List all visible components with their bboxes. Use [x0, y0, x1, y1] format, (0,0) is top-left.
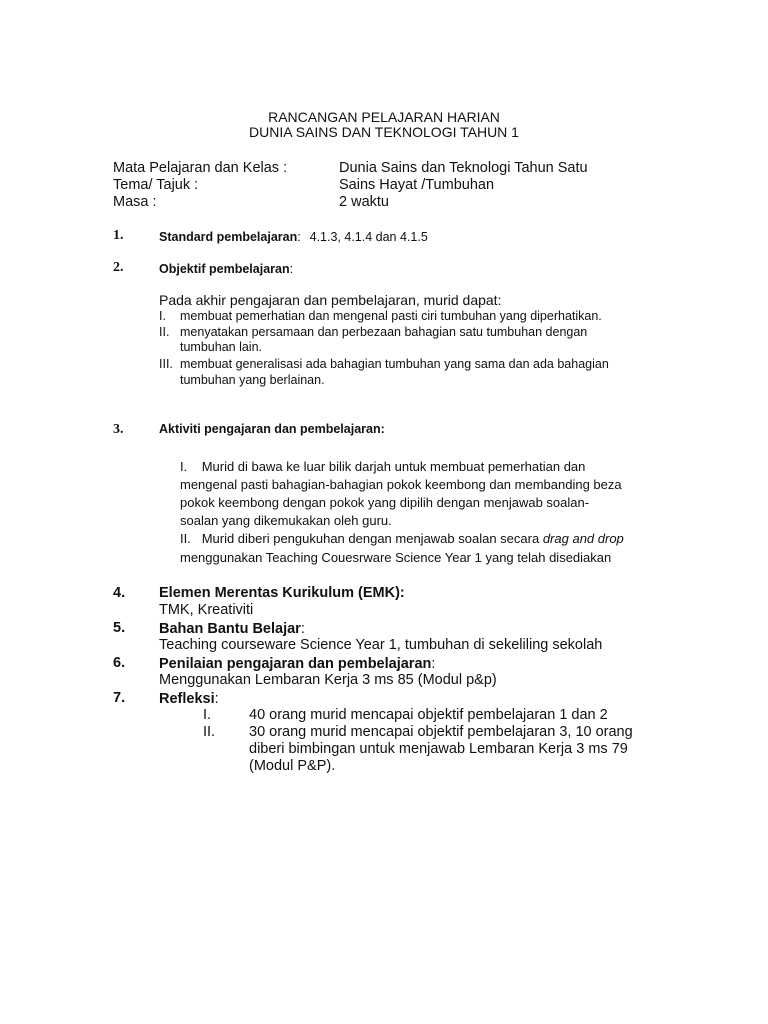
objective-roman-2: II.: [159, 325, 170, 339]
section-3-number: 3.: [113, 422, 124, 437]
objective-2-line-1: menyatakan persamaan dan perbezaan bahagian satu tumbuhan dengan: [180, 325, 588, 339]
activity-roman-1: I.: [180, 459, 188, 474]
reflection-2-line-1: 30 orang murid mencapai objektif pembelajaran 3, 10 orang: [249, 724, 633, 740]
section-1-sep: :: [297, 230, 301, 244]
section-6-line: [159, 655, 435, 673]
objective-roman-3: III.: [159, 357, 173, 371]
section-4-heading: Elemen Merentas Kurikulum (EMK):: [159, 585, 405, 601]
activity-2-line-1: [180, 530, 624, 548]
section-2-intro: Pada akhir pengajaran dan pembelajaran, murid dapat:: [159, 292, 502, 308]
section-2-heading: Objektif pembelajaran: [159, 262, 290, 276]
objective-3-line-2: tumbuhan yang berlainan.: [180, 373, 325, 387]
section-6-value: Menggunakan Lembaran Kerja 3 ms 85 (Modul p&p): [159, 672, 497, 688]
reflection-2-line-2: diberi bimbingan untuk menjawab Lembaran Kerja 3 ms 79: [249, 741, 628, 757]
section-3-heading: Aktiviti pengajaran dan pembelajaran:: [159, 422, 385, 436]
section-6-number: 6.: [113, 655, 126, 671]
section-4-number: 4.: [113, 585, 126, 601]
section-1-line: [159, 228, 428, 246]
info-value-theme: Sains Hayat /Tumbuhan: [339, 177, 495, 193]
activity-2-line-2: menggunakan Teaching Couesrware Science Year 1 yang telah disediakan: [180, 550, 612, 565]
activity-1-text-1: Murid di bawa ke luar bilik darjah untuk membuat pemerhatian dan: [201, 459, 586, 474]
section-7-sep: :: [214, 691, 219, 707]
section-6-heading: Penilaian pengajaran dan pembelajaran: [159, 656, 432, 672]
section-5-value: Teaching courseware Science Year 1, tumbuhan di sekeliling sekolah: [159, 637, 603, 653]
section-1-value: 4.1.3, 4.1.4 dan 4.1.5: [309, 230, 428, 244]
activity-1-line-2: mengenal pasti bahagian-bahagian pokok keembong dan membanding beza: [180, 477, 622, 492]
info-value-time: 2 waktu: [339, 194, 389, 210]
activity-2-text-1: Murid diberi pengukuhan dengan menjawab soalan secara: [201, 531, 540, 546]
activity-roman-2: II.: [180, 531, 191, 546]
section-5-sep: :: [300, 621, 305, 637]
activity-1-line-3: pokok keembong dengan pokok yang dipilih dengan menjawab soalan-: [180, 495, 590, 510]
document-title: RANCANGAN PELAJARAN HARIAN: [268, 109, 500, 125]
section-7-number: 7.: [113, 690, 126, 706]
reflection-roman-1: I.: [203, 707, 212, 723]
section-2-number: 2.: [113, 260, 124, 275]
section-5-heading: Bahan Bantu Belajar: [159, 621, 301, 637]
objective-1-line-1: membuat pemerhatian dan mengenal pasti ciri tumbuhan yang diperhatikan.: [180, 309, 602, 323]
objective-2-line-2: tumbuhan lain.: [180, 340, 263, 354]
reflection-roman-2: II.: [203, 724, 216, 740]
info-label-subject: Mata Pelajaran dan Kelas :: [113, 160, 288, 176]
section-6-sep: :: [431, 656, 436, 672]
activity-1-line-1: [180, 458, 585, 476]
document-subtitle: DUNIA SAINS DAN TEKNOLOGI TAHUN 1: [249, 124, 519, 140]
section-7-line: [159, 690, 219, 708]
objective-roman-1: I.: [159, 309, 166, 323]
reflection-2-line-3: (Modul P&P).: [249, 758, 336, 774]
section-7-heading: Refleksi: [159, 691, 215, 707]
reflection-1-line-1: 40 orang murid mencapai objektif pembelajaran 1 dan 2: [249, 707, 608, 723]
info-label-theme: Tema/ Tajuk :: [113, 177, 199, 193]
info-label-time: Masa :: [113, 194, 157, 210]
activity-1-line-4: soalan yang dikemukakan oleh guru.: [180, 513, 392, 528]
section-2-sep: :: [289, 262, 294, 276]
activity-2-italic: drag and drop: [542, 531, 624, 546]
section-1-number: 1.: [113, 228, 124, 243]
objective-3-line-1: membuat generalisasi ada bahagian tumbuhan yang sama dan ada bahagian: [180, 357, 609, 371]
section-5-number: 5.: [113, 620, 126, 636]
section-4-value: TMK, Kreativiti: [159, 602, 254, 618]
section-5-line: [159, 620, 305, 638]
section-2-line: [159, 260, 293, 278]
info-value-subject: Dunia Sains dan Teknologi Tahun Satu: [339, 160, 588, 176]
section-1-heading: Standard pembelajaran: [159, 230, 298, 244]
